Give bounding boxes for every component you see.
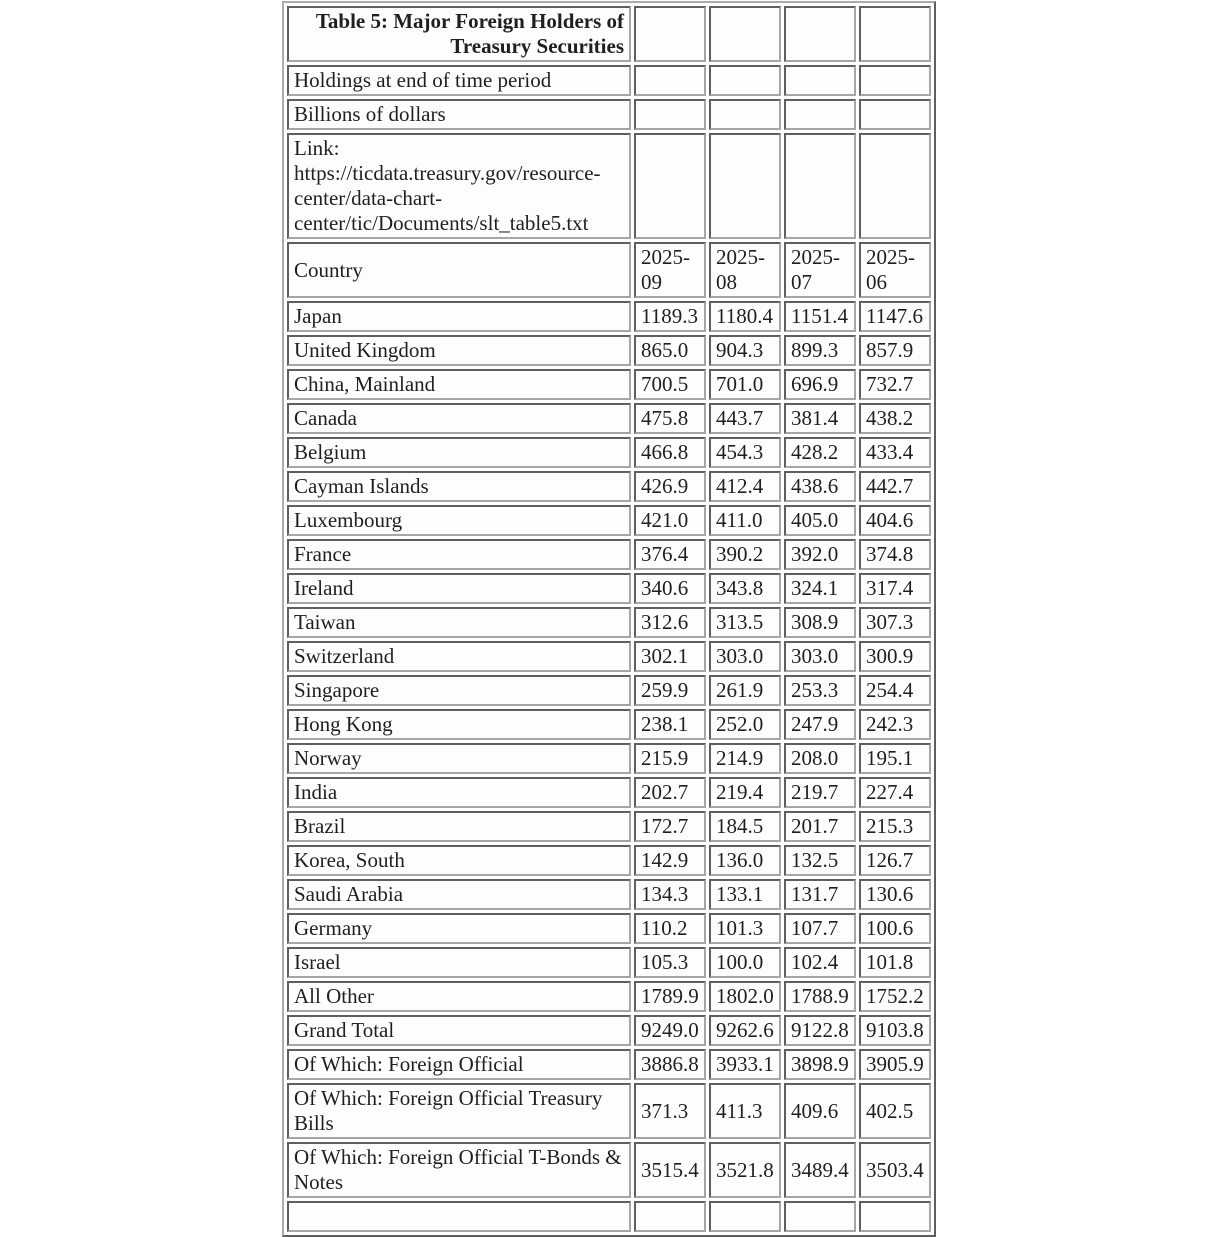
units-note-row bbox=[287, 99, 931, 130]
table-row bbox=[287, 437, 931, 468]
value-cell: 317.4 bbox=[859, 573, 931, 604]
link-row bbox=[287, 133, 931, 239]
table-row bbox=[287, 879, 931, 910]
value-cell: 134.3 bbox=[634, 879, 706, 910]
empty-cell bbox=[709, 133, 781, 239]
value-cell: 172.7 bbox=[634, 811, 706, 842]
column-header-month: 2025-08 bbox=[709, 242, 781, 298]
partial-row bbox=[287, 1201, 931, 1232]
table-row bbox=[287, 335, 931, 366]
value-cell: 136.0 bbox=[709, 845, 781, 876]
value-cell: 442.7 bbox=[859, 471, 931, 502]
column-header-month: 2025-09 bbox=[634, 242, 706, 298]
table-row bbox=[287, 777, 931, 808]
country-cell: Japan bbox=[287, 301, 631, 332]
value-cell: 1788.9 bbox=[784, 981, 856, 1012]
table-row bbox=[287, 573, 931, 604]
value-cell: 865.0 bbox=[634, 335, 706, 366]
country-cell: Norway bbox=[287, 743, 631, 774]
country-cell: All Other bbox=[287, 981, 631, 1012]
empty-cell bbox=[859, 133, 931, 239]
value-cell: 392.0 bbox=[784, 539, 856, 570]
empty-cell bbox=[784, 65, 856, 96]
column-header-month: 2025-06 bbox=[859, 242, 931, 298]
value-cell: 313.5 bbox=[709, 607, 781, 638]
value-cell: 426.9 bbox=[634, 471, 706, 502]
value-cell: 261.9 bbox=[709, 675, 781, 706]
empty-cell bbox=[287, 1201, 631, 1232]
value-cell: 131.7 bbox=[784, 879, 856, 910]
value-cell: 254.4 bbox=[859, 675, 931, 706]
value-cell: 252.0 bbox=[709, 709, 781, 740]
column-header-month: 2025-07 bbox=[784, 242, 856, 298]
country-cell: Singapore bbox=[287, 675, 631, 706]
value-cell: 132.5 bbox=[784, 845, 856, 876]
value-cell: 390.2 bbox=[709, 539, 781, 570]
value-cell: 3898.9 bbox=[784, 1049, 856, 1080]
value-cell: 340.6 bbox=[634, 573, 706, 604]
country-cell: Germany bbox=[287, 913, 631, 944]
empty-cell bbox=[709, 99, 781, 130]
empty-cell bbox=[859, 6, 931, 62]
value-cell: 101.8 bbox=[859, 947, 931, 978]
empty-cell bbox=[784, 99, 856, 130]
country-cell: Canada bbox=[287, 403, 631, 434]
value-cell: 1189.3 bbox=[634, 301, 706, 332]
empty-cell bbox=[859, 65, 931, 96]
country-cell: India bbox=[287, 777, 631, 808]
value-cell: 1752.2 bbox=[859, 981, 931, 1012]
value-cell: 899.3 bbox=[784, 335, 856, 366]
table-row bbox=[287, 743, 931, 774]
value-cell: 102.4 bbox=[784, 947, 856, 978]
value-cell: 466.8 bbox=[634, 437, 706, 468]
value-cell: 732.7 bbox=[859, 369, 931, 400]
country-cell: Of Which: Foreign Official Treasury Bills bbox=[287, 1083, 631, 1139]
value-cell: 208.0 bbox=[784, 743, 856, 774]
country-cell: Hong Kong bbox=[287, 709, 631, 740]
value-cell: 242.3 bbox=[859, 709, 931, 740]
table-row bbox=[287, 539, 931, 570]
table-row bbox=[287, 607, 931, 638]
value-cell: 404.6 bbox=[859, 505, 931, 536]
value-cell: 3521.8 bbox=[709, 1142, 781, 1198]
empty-cell bbox=[784, 133, 856, 239]
value-cell: 1789.9 bbox=[634, 981, 706, 1012]
table-row bbox=[287, 1049, 931, 1080]
source-link-text: Link: https://ticdata.treasury.gov/resource-center/data-chart-center/tic/Documents/slt_table5.txt bbox=[287, 133, 631, 239]
empty-cell bbox=[709, 6, 781, 62]
table-row bbox=[287, 505, 931, 536]
value-cell: 343.8 bbox=[709, 573, 781, 604]
value-cell: 3905.9 bbox=[859, 1049, 931, 1080]
value-cell: 219.4 bbox=[709, 777, 781, 808]
table-row bbox=[287, 369, 931, 400]
value-cell: 438.6 bbox=[784, 471, 856, 502]
value-cell: 475.8 bbox=[634, 403, 706, 434]
empty-cell bbox=[634, 1201, 706, 1232]
value-cell: 3515.4 bbox=[634, 1142, 706, 1198]
value-cell: 302.1 bbox=[634, 641, 706, 672]
value-cell: 133.1 bbox=[709, 879, 781, 910]
value-cell: 238.1 bbox=[634, 709, 706, 740]
table-row bbox=[287, 913, 931, 944]
country-cell: Switzerland bbox=[287, 641, 631, 672]
value-cell: 3933.1 bbox=[709, 1049, 781, 1080]
value-cell: 701.0 bbox=[709, 369, 781, 400]
value-cell: 308.9 bbox=[784, 607, 856, 638]
country-cell: Of Which: Foreign Official T-Bonds & Notes bbox=[287, 1142, 631, 1198]
value-cell: 215.3 bbox=[859, 811, 931, 842]
title-row bbox=[287, 6, 931, 62]
country-cell: Ireland bbox=[287, 573, 631, 604]
table-row bbox=[287, 811, 931, 842]
table-row bbox=[287, 981, 931, 1012]
table-title: Table 5: Major Foreign Holders of Treasury Securities bbox=[287, 6, 631, 62]
empty-cell bbox=[859, 1201, 931, 1232]
value-cell: 101.3 bbox=[709, 913, 781, 944]
value-cell: 130.6 bbox=[859, 879, 931, 910]
country-cell: Of Which: Foreign Official bbox=[287, 1049, 631, 1080]
table-row bbox=[287, 1142, 931, 1198]
value-cell: 126.7 bbox=[859, 845, 931, 876]
value-cell: 1802.0 bbox=[709, 981, 781, 1012]
value-cell: 381.4 bbox=[784, 403, 856, 434]
value-cell: 201.7 bbox=[784, 811, 856, 842]
empty-cell bbox=[634, 6, 706, 62]
empty-cell bbox=[709, 65, 781, 96]
value-cell: 142.9 bbox=[634, 845, 706, 876]
column-header-row bbox=[287, 242, 931, 298]
value-cell: 100.0 bbox=[709, 947, 781, 978]
value-cell: 411.3 bbox=[709, 1083, 781, 1139]
table-row bbox=[287, 471, 931, 502]
value-cell: 438.2 bbox=[859, 403, 931, 434]
value-cell: 405.0 bbox=[784, 505, 856, 536]
country-cell: Taiwan bbox=[287, 607, 631, 638]
country-cell: United Kingdom bbox=[287, 335, 631, 366]
value-cell: 324.1 bbox=[784, 573, 856, 604]
empty-cell bbox=[784, 6, 856, 62]
empty-cell bbox=[859, 99, 931, 130]
empty-cell bbox=[634, 99, 706, 130]
value-cell: 3489.4 bbox=[784, 1142, 856, 1198]
value-cell: 904.3 bbox=[709, 335, 781, 366]
holdings-note-row bbox=[287, 65, 931, 96]
value-cell: 411.0 bbox=[709, 505, 781, 536]
value-cell: 376.4 bbox=[634, 539, 706, 570]
country-cell: Brazil bbox=[287, 811, 631, 842]
value-cell: 1147.6 bbox=[859, 301, 931, 332]
value-cell: 307.3 bbox=[859, 607, 931, 638]
value-cell: 857.9 bbox=[859, 335, 931, 366]
value-cell: 107.7 bbox=[784, 913, 856, 944]
table-row bbox=[287, 403, 931, 434]
value-cell: 105.3 bbox=[634, 947, 706, 978]
table-row bbox=[287, 1083, 931, 1139]
country-cell: China, Mainland bbox=[287, 369, 631, 400]
value-cell: 696.9 bbox=[784, 369, 856, 400]
value-cell: 9262.6 bbox=[709, 1015, 781, 1046]
table-row bbox=[287, 709, 931, 740]
empty-cell bbox=[784, 1201, 856, 1232]
country-cell: Grand Total bbox=[287, 1015, 631, 1046]
country-cell: Saudi Arabia bbox=[287, 879, 631, 910]
table-body bbox=[287, 6, 931, 1232]
country-cell: Cayman Islands bbox=[287, 471, 631, 502]
value-cell: 195.1 bbox=[859, 743, 931, 774]
table-row bbox=[287, 675, 931, 706]
units-note: Billions of dollars bbox=[287, 99, 631, 130]
value-cell: 433.4 bbox=[859, 437, 931, 468]
value-cell: 9249.0 bbox=[634, 1015, 706, 1046]
value-cell: 110.2 bbox=[634, 913, 706, 944]
country-cell: Belgium bbox=[287, 437, 631, 468]
value-cell: 303.0 bbox=[709, 641, 781, 672]
value-cell: 214.9 bbox=[709, 743, 781, 774]
value-cell: 402.5 bbox=[859, 1083, 931, 1139]
value-cell: 3503.4 bbox=[859, 1142, 931, 1198]
value-cell: 259.9 bbox=[634, 675, 706, 706]
value-cell: 303.0 bbox=[784, 641, 856, 672]
value-cell: 247.9 bbox=[784, 709, 856, 740]
table-row bbox=[287, 641, 931, 672]
table-row bbox=[287, 301, 931, 332]
value-cell: 9122.8 bbox=[784, 1015, 856, 1046]
value-cell: 253.3 bbox=[784, 675, 856, 706]
holdings-note: Holdings at end of time period bbox=[287, 65, 631, 96]
value-cell: 700.5 bbox=[634, 369, 706, 400]
value-cell: 421.0 bbox=[634, 505, 706, 536]
treasury-holdings-table bbox=[282, 1, 936, 1237]
value-cell: 184.5 bbox=[709, 811, 781, 842]
value-cell: 1180.4 bbox=[709, 301, 781, 332]
value-cell: 300.9 bbox=[859, 641, 931, 672]
column-header-country: Country bbox=[287, 242, 631, 298]
country-cell: Luxembourg bbox=[287, 505, 631, 536]
value-cell: 371.3 bbox=[634, 1083, 706, 1139]
table-row bbox=[287, 845, 931, 876]
value-cell: 1151.4 bbox=[784, 301, 856, 332]
table-row bbox=[287, 947, 931, 978]
value-cell: 100.6 bbox=[859, 913, 931, 944]
country-cell: Korea, South bbox=[287, 845, 631, 876]
country-cell: Israel bbox=[287, 947, 631, 978]
value-cell: 454.3 bbox=[709, 437, 781, 468]
value-cell: 9103.8 bbox=[859, 1015, 931, 1046]
value-cell: 215.9 bbox=[634, 743, 706, 774]
value-cell: 428.2 bbox=[784, 437, 856, 468]
value-cell: 409.6 bbox=[784, 1083, 856, 1139]
empty-cell bbox=[634, 65, 706, 96]
value-cell: 443.7 bbox=[709, 403, 781, 434]
country-cell: France bbox=[287, 539, 631, 570]
value-cell: 227.4 bbox=[859, 777, 931, 808]
value-cell: 202.7 bbox=[634, 777, 706, 808]
value-cell: 374.8 bbox=[859, 539, 931, 570]
empty-cell bbox=[709, 1201, 781, 1232]
value-cell: 412.4 bbox=[709, 471, 781, 502]
value-cell: 219.7 bbox=[784, 777, 856, 808]
table-row bbox=[287, 1015, 931, 1046]
value-cell: 3886.8 bbox=[634, 1049, 706, 1080]
empty-cell bbox=[634, 133, 706, 239]
value-cell: 312.6 bbox=[634, 607, 706, 638]
